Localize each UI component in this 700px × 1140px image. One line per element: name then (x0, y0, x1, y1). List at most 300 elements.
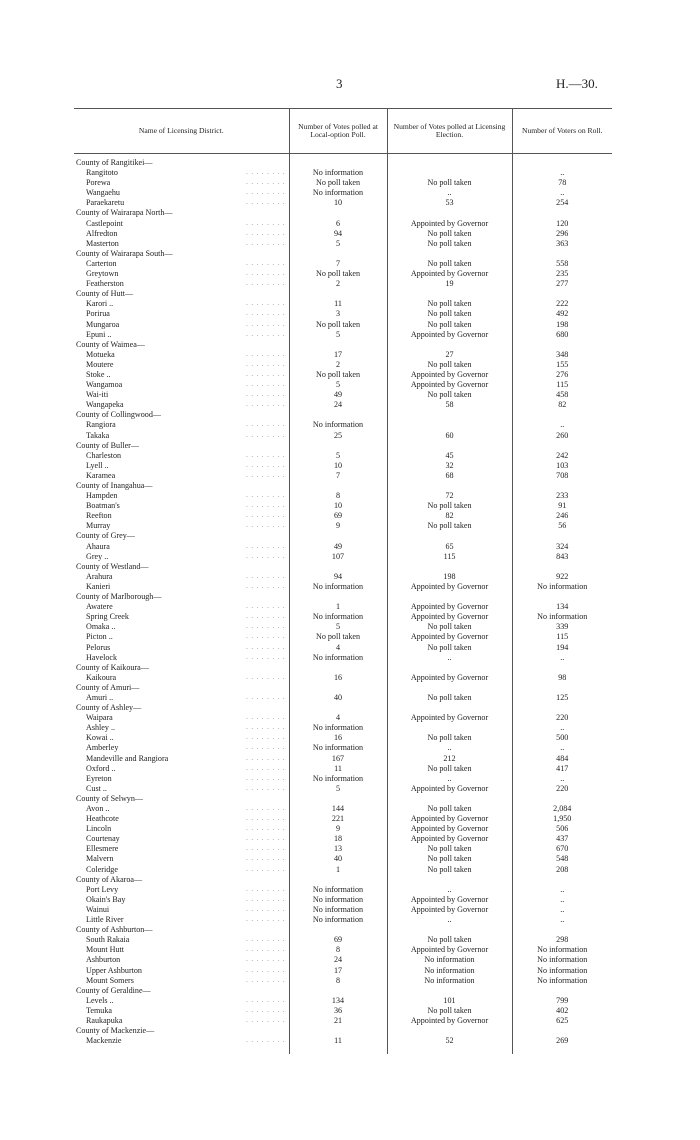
voters-on-roll: .. (512, 885, 612, 895)
county-heading-row (74, 592, 612, 602)
election-votes (387, 249, 512, 259)
district-name: Porewa (86, 178, 111, 188)
table-row (74, 643, 612, 653)
table-row (74, 451, 612, 461)
county-name (74, 158, 289, 168)
county-name (74, 441, 289, 451)
voters-on-roll: No information (512, 945, 612, 955)
district-name: Picton .. (86, 632, 113, 642)
voters-on-roll: 125 (512, 693, 612, 703)
local-option-votes: 16 (289, 733, 387, 743)
voters-on-roll (512, 481, 612, 491)
local-option-votes: 4 (289, 643, 387, 653)
table-row (74, 743, 612, 753)
district-name-cell (74, 824, 289, 834)
voters-on-roll: .. (512, 905, 612, 915)
county-heading-row (74, 340, 612, 350)
election-votes: Appointed by Governor (387, 673, 512, 683)
district-name-cell (74, 521, 289, 531)
table-row (74, 804, 612, 814)
county-label: County of Kaikoura— (76, 662, 149, 672)
leader-dots: . . . . . . . . (246, 370, 286, 378)
county-label: County of Ashburton— (76, 925, 153, 935)
district-name: Cust .. (86, 783, 107, 793)
table-row (74, 976, 612, 986)
voters-on-roll: 625 (512, 1016, 612, 1026)
county-name (74, 1026, 289, 1036)
county-heading-row (74, 683, 612, 693)
leader-dots: . . . . . . . . (246, 239, 286, 247)
voters-on-roll: 680 (512, 330, 612, 340)
election-votes (387, 531, 512, 541)
local-option-votes: 94 (289, 229, 387, 239)
voters-on-roll: 115 (512, 380, 612, 390)
district-name-cell (74, 168, 289, 178)
district-name: Mandeville and Rangiora (86, 753, 169, 763)
voters-on-roll: 269 (512, 1036, 612, 1046)
table-row (74, 653, 612, 663)
table-row (74, 713, 612, 723)
district-name-cell (74, 996, 289, 1006)
leader-dots: . . . . . . . . (246, 724, 286, 732)
leader-dots: . . . . . . . . (246, 219, 286, 227)
leader-dots: . . . . . . . . (246, 905, 286, 913)
local-option-votes: No poll taken (289, 320, 387, 330)
local-option-votes: No information (289, 612, 387, 622)
table-row (74, 471, 612, 481)
district-name: Boatman's (86, 501, 120, 511)
local-option-votes: 10 (289, 501, 387, 511)
district-name-cell (74, 542, 289, 552)
district-name-cell (74, 1016, 289, 1026)
election-votes: No poll taken (387, 1006, 512, 1016)
election-votes (387, 875, 512, 885)
table-row (74, 885, 612, 895)
local-option-votes: 11 (289, 764, 387, 774)
local-option-votes: 7 (289, 259, 387, 269)
election-votes: 19 (387, 279, 512, 289)
district-name-cell (74, 511, 289, 521)
voters-on-roll: 492 (512, 309, 612, 319)
district-name-cell (74, 198, 289, 208)
election-votes: Appointed by Governor (387, 330, 512, 340)
table-row (74, 239, 612, 249)
leader-dots: . . . . . . . . (246, 300, 286, 308)
district-name-cell (74, 935, 289, 945)
voters-on-roll: 324 (512, 542, 612, 552)
election-votes: No poll taken (387, 804, 512, 814)
election-votes: No poll taken (387, 733, 512, 743)
district-name-cell (74, 178, 289, 188)
local-option-votes (289, 249, 387, 259)
header-voters-on-roll: Number of Voters on Roll. (512, 109, 612, 154)
leader-dots: . . . . . . . . (246, 189, 286, 197)
local-option-votes (289, 703, 387, 713)
election-votes: Appointed by Governor (387, 945, 512, 955)
district-name: Upper Ashburton (86, 965, 142, 975)
voters-on-roll: No information (512, 612, 612, 622)
district-name: Paraekaretu (86, 198, 125, 208)
county-heading-row (74, 562, 612, 572)
leader-dots: . . . . . . . . (246, 693, 286, 701)
voters-on-roll: 506 (512, 824, 612, 834)
table-row (74, 461, 612, 471)
voters-on-roll (512, 208, 612, 218)
local-option-votes: 13 (289, 844, 387, 854)
election-votes: No poll taken (387, 229, 512, 239)
district-name-cell (74, 743, 289, 753)
election-votes: No information (387, 955, 512, 965)
district-name-cell (74, 885, 289, 895)
district-name: Rangitoto (86, 168, 118, 178)
leader-dots: . . . . . . . . (246, 936, 286, 944)
county-heading-row (74, 289, 612, 299)
district-name: Little River (86, 915, 124, 925)
district-name-cell (74, 673, 289, 683)
table-row (74, 622, 612, 632)
district-name-cell (74, 976, 289, 986)
voters-on-roll (512, 925, 612, 935)
leader-dots: . . . . . . . . (246, 865, 286, 873)
election-votes: 198 (387, 572, 512, 582)
table-row (74, 673, 612, 683)
local-option-votes: 5 (289, 622, 387, 632)
table-row (74, 229, 612, 239)
leader-dots: . . . . . . . . (246, 734, 286, 742)
leader-dots: . . . . . . . . (246, 754, 286, 762)
leader-dots: . . . . . . . . (246, 542, 286, 550)
election-votes: 27 (387, 350, 512, 360)
district-name: Alfredton (86, 228, 118, 238)
county-heading-row (74, 208, 612, 218)
election-votes (387, 986, 512, 996)
voters-on-roll (512, 592, 612, 602)
leader-dots: . . . . . . . . (246, 613, 286, 621)
local-option-votes: No information (289, 915, 387, 925)
local-option-votes: No poll taken (289, 370, 387, 380)
leader-dots: . . . . . . . . (246, 512, 286, 520)
leader-dots: . . . . . . . . (246, 169, 286, 177)
district-name-cell (74, 955, 289, 965)
voters-on-roll (512, 249, 612, 259)
election-votes: No information (387, 976, 512, 986)
county-label: County of Grey— (76, 531, 135, 541)
local-option-votes: 24 (289, 955, 387, 965)
county-label: County of Amuri— (76, 682, 140, 692)
district-name-cell (74, 491, 289, 501)
local-option-votes: 134 (289, 996, 387, 1006)
district-name-cell (74, 764, 289, 774)
table-row (74, 915, 612, 925)
local-option-votes: No poll taken (289, 632, 387, 642)
election-votes: Appointed by Governor (387, 834, 512, 844)
election-votes: Appointed by Governor (387, 269, 512, 279)
leader-dots: . . . . . . . . (246, 310, 286, 318)
election-votes: Appointed by Governor (387, 895, 512, 905)
county-label: County of Akaroa— (76, 874, 143, 884)
county-heading-row (74, 1026, 612, 1036)
local-option-votes: 5 (289, 330, 387, 340)
district-name-cell (74, 299, 289, 309)
voters-on-roll: 78 (512, 178, 612, 188)
election-votes (387, 410, 512, 420)
voters-on-roll: 220 (512, 784, 612, 794)
leader-dots: . . . . . . . . (246, 471, 286, 479)
local-option-votes: 49 (289, 542, 387, 552)
election-votes: 72 (387, 491, 512, 501)
voters-on-roll: .. (512, 653, 612, 663)
district-name: Stoke .. (86, 369, 111, 379)
voters-on-roll: 402 (512, 1006, 612, 1016)
leader-dots: . . . . . . . . (246, 552, 286, 560)
leader-dots: . . . . . . . . (246, 996, 286, 1004)
voters-on-roll: 339 (512, 622, 612, 632)
voters-on-roll (512, 158, 612, 168)
voters-on-roll (512, 986, 612, 996)
table-row (74, 198, 612, 208)
table-row (74, 895, 612, 905)
local-option-votes: No information (289, 723, 387, 733)
leader-dots: . . . . . . . . (246, 815, 286, 823)
district-name-cell (74, 865, 289, 875)
election-votes: Appointed by Governor (387, 784, 512, 794)
table-row (74, 1006, 612, 1016)
voters-on-roll: 437 (512, 834, 612, 844)
table-row (74, 350, 612, 360)
local-option-votes: 221 (289, 814, 387, 824)
district-name: Okain's Bay (86, 894, 126, 904)
table-row (74, 854, 612, 864)
voters-on-roll (512, 562, 612, 572)
district-name-cell (74, 1036, 289, 1046)
election-votes: No poll taken (387, 854, 512, 864)
leader-dots: . . . . . . . . (246, 259, 286, 267)
election-votes (387, 723, 512, 733)
local-option-votes: No information (289, 582, 387, 592)
county-name (74, 592, 289, 602)
district-name-cell (74, 602, 289, 612)
county-name (74, 703, 289, 713)
district-name-cell (74, 854, 289, 864)
voters-on-roll: 233 (512, 491, 612, 501)
leader-dots: . . . . . . . . (246, 956, 286, 964)
table-row (74, 602, 612, 612)
voters-on-roll: 708 (512, 471, 612, 481)
voters-on-roll (512, 340, 612, 350)
district-name-cell (74, 834, 289, 844)
voters-on-roll: 222 (512, 299, 612, 309)
district-name-cell (74, 844, 289, 854)
district-name: Arahura (86, 571, 113, 581)
county-heading-row (74, 925, 612, 935)
local-option-votes: No information (289, 885, 387, 895)
district-name-cell (74, 632, 289, 642)
county-label: County of Rangitikei— (76, 158, 153, 167)
voters-on-roll: No information (512, 955, 612, 965)
voters-on-roll: 246 (512, 511, 612, 521)
leader-dots: . . . . . . . . (246, 744, 286, 752)
table-row (74, 360, 612, 370)
county-name (74, 875, 289, 885)
voters-on-roll (512, 289, 612, 299)
table-row (74, 774, 612, 784)
district-name-cell (74, 370, 289, 380)
local-option-votes: 2 (289, 279, 387, 289)
leader-dots: . . . . . . . . (246, 825, 286, 833)
leader-dots: . . . . . . . . (246, 350, 286, 358)
county-name (74, 410, 289, 420)
election-votes: No poll taken (387, 844, 512, 854)
district-name-cell (74, 501, 289, 511)
local-option-votes: 9 (289, 521, 387, 531)
table-row (74, 764, 612, 774)
election-votes: .. (387, 188, 512, 198)
voters-on-roll: 348 (512, 350, 612, 360)
local-option-votes (289, 592, 387, 602)
district-name-cell (74, 814, 289, 824)
leader-dots: . . . . . . . . (246, 855, 286, 863)
district-name-cell (74, 713, 289, 723)
local-option-votes: 5 (289, 380, 387, 390)
election-votes: 68 (387, 471, 512, 481)
voters-on-roll: No information (512, 582, 612, 592)
leader-dots: . . . . . . . . (246, 522, 286, 530)
voters-on-roll: 458 (512, 390, 612, 400)
voters-on-roll: .. (512, 774, 612, 784)
local-option-votes: No information (289, 653, 387, 663)
district-name: Reefton (86, 511, 112, 521)
local-option-votes (289, 683, 387, 693)
district-name: Amuri .. (86, 692, 114, 702)
election-votes: .. (387, 885, 512, 895)
voters-on-roll: 548 (512, 854, 612, 864)
district-name: Kanieri (86, 581, 111, 591)
election-votes (387, 794, 512, 804)
leader-dots: . . . . . . . . (246, 461, 286, 469)
header-local-option-votes: Number of Votes polled at Local-option Poll. (289, 109, 387, 154)
header-district-name: Name of Licensing District. (74, 109, 289, 154)
district-name: Raukapuka (86, 1015, 123, 1025)
district-name-cell (74, 461, 289, 471)
county-heading-row (74, 481, 612, 491)
election-votes: No poll taken (387, 299, 512, 309)
table-row (74, 521, 612, 531)
table-row (74, 320, 612, 330)
local-option-votes: 144 (289, 804, 387, 814)
leader-dots: . . . . . . . . (246, 451, 286, 459)
election-votes: No poll taken (387, 643, 512, 653)
leader-dots: . . . . . . . . (246, 885, 286, 893)
county-name (74, 683, 289, 693)
district-name-cell (74, 269, 289, 279)
district-name: Karamea (86, 470, 116, 480)
voters-on-roll (512, 531, 612, 541)
local-option-votes: 69 (289, 511, 387, 521)
election-votes (387, 420, 512, 430)
district-name: Motueka (86, 349, 115, 359)
election-votes: No poll taken (387, 764, 512, 774)
leader-dots: . . . . . . . . (246, 714, 286, 722)
leader-dots: . . . . . . . . (246, 421, 286, 429)
election-votes: Appointed by Governor (387, 582, 512, 592)
district-name-cell (74, 471, 289, 481)
election-votes: No poll taken (387, 309, 512, 319)
district-name: Takaka (86, 430, 110, 440)
leader-dots: . . . . . . . . (246, 916, 286, 924)
district-name: Spring Creek (86, 612, 129, 622)
table-row (74, 582, 612, 592)
voters-on-roll: 91 (512, 501, 612, 511)
voters-on-roll: 103 (512, 461, 612, 471)
table-row (74, 552, 612, 562)
election-votes: 101 (387, 996, 512, 1006)
local-option-votes: 40 (289, 854, 387, 864)
leader-dots: . . . . . . . . (246, 179, 286, 187)
election-votes (387, 289, 512, 299)
voters-on-roll: 115 (512, 632, 612, 642)
voters-on-roll: 235 (512, 269, 612, 279)
local-option-votes: 17 (289, 966, 387, 976)
local-option-votes: 107 (289, 552, 387, 562)
election-votes: No information (387, 966, 512, 976)
table-row (74, 188, 612, 198)
voters-on-roll: 843 (512, 552, 612, 562)
district-name: Ahaura (86, 541, 110, 551)
voters-on-roll: .. (512, 168, 612, 178)
voters-on-roll: 82 (512, 400, 612, 410)
local-option-votes (289, 208, 387, 218)
district-name: Port Levy (86, 884, 119, 894)
election-votes: 82 (387, 511, 512, 521)
county-name (74, 986, 289, 996)
leader-dots: . . . . . . . . (246, 764, 286, 772)
local-option-votes: 5 (289, 451, 387, 461)
district-name-cell (74, 350, 289, 360)
local-option-votes: No information (289, 895, 387, 905)
voters-on-roll: 134 (512, 602, 612, 612)
election-votes: .. (387, 743, 512, 753)
election-votes: Appointed by Governor (387, 824, 512, 834)
table-row (74, 420, 612, 430)
county-name (74, 340, 289, 350)
district-name-cell (74, 279, 289, 289)
county-heading-row (74, 794, 612, 804)
voters-on-roll (512, 1026, 612, 1036)
district-name: Murray (86, 521, 111, 531)
leader-dots: . . . . . . . . (246, 784, 286, 792)
leader-dots: . . . . . . . . (246, 643, 286, 651)
county-label: County of Waimea— (76, 339, 145, 349)
local-option-votes: 40 (289, 693, 387, 703)
table-row (74, 945, 612, 955)
election-votes (387, 208, 512, 218)
local-option-votes: No information (289, 168, 387, 178)
voters-on-roll: No information (512, 976, 612, 986)
district-name: Mungaroa (86, 319, 120, 329)
election-votes: 45 (387, 451, 512, 461)
table-row (74, 1036, 612, 1046)
district-name-cell (74, 895, 289, 905)
county-heading-row (74, 410, 612, 420)
leader-dots: . . . . . . . . (246, 1006, 286, 1014)
local-option-votes: 167 (289, 754, 387, 764)
district-name-cell (74, 693, 289, 703)
county-label: County of Buller— (76, 440, 139, 450)
licensing-districts-table (74, 108, 612, 1054)
voters-on-roll: 120 (512, 219, 612, 229)
election-votes (387, 562, 512, 572)
county-heading-row (74, 986, 612, 996)
